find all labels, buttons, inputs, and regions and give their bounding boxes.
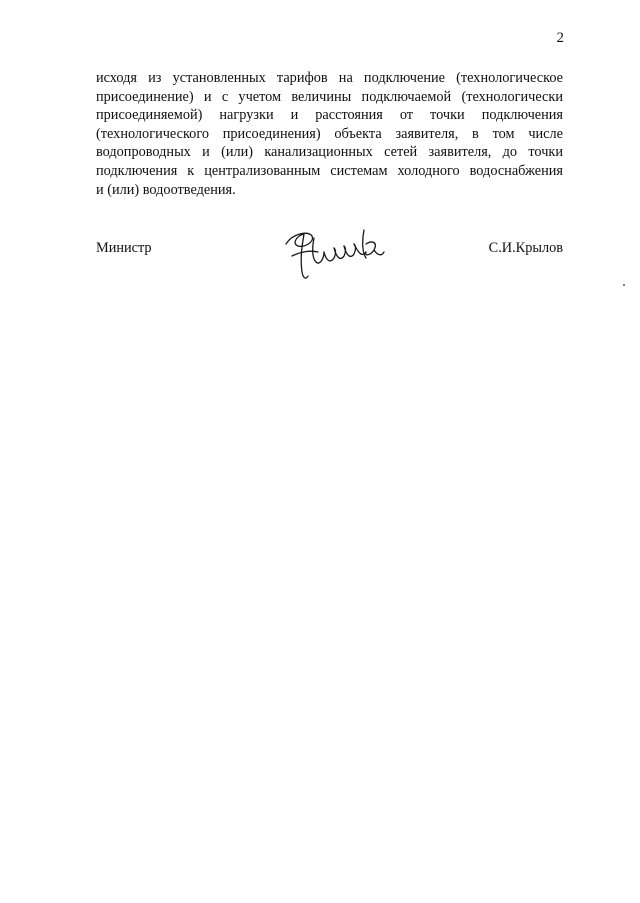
- body-text: [96, 69, 563, 199]
- body-line: и (или) водоотведения.: [96, 181, 236, 198]
- body-line: присоединяемой) нагрузки и расстояния от точки подключения: [96, 107, 563, 124]
- signatory-title: Министр: [96, 240, 152, 256]
- scan-speck: [623, 284, 625, 286]
- page-number: 2: [556, 30, 564, 46]
- body-line: подключения к централизованным системам холодного водоснабжения: [96, 162, 563, 179]
- body-line: присоединение) и с учетом величины подключаемой (технологически: [96, 88, 563, 105]
- body-line: (технологического присоединения) объекта заявителя, в том числе: [96, 125, 563, 142]
- body-line: водопроводных и (или) канализационных сетей заявителя, до точки: [96, 144, 563, 161]
- body-line: исходя из установленных тарифов на подключение (технологическое: [96, 70, 563, 86]
- signatory-name: С.И.Крылов: [488, 240, 563, 256]
- handwritten-signature-icon: [278, 222, 388, 284]
